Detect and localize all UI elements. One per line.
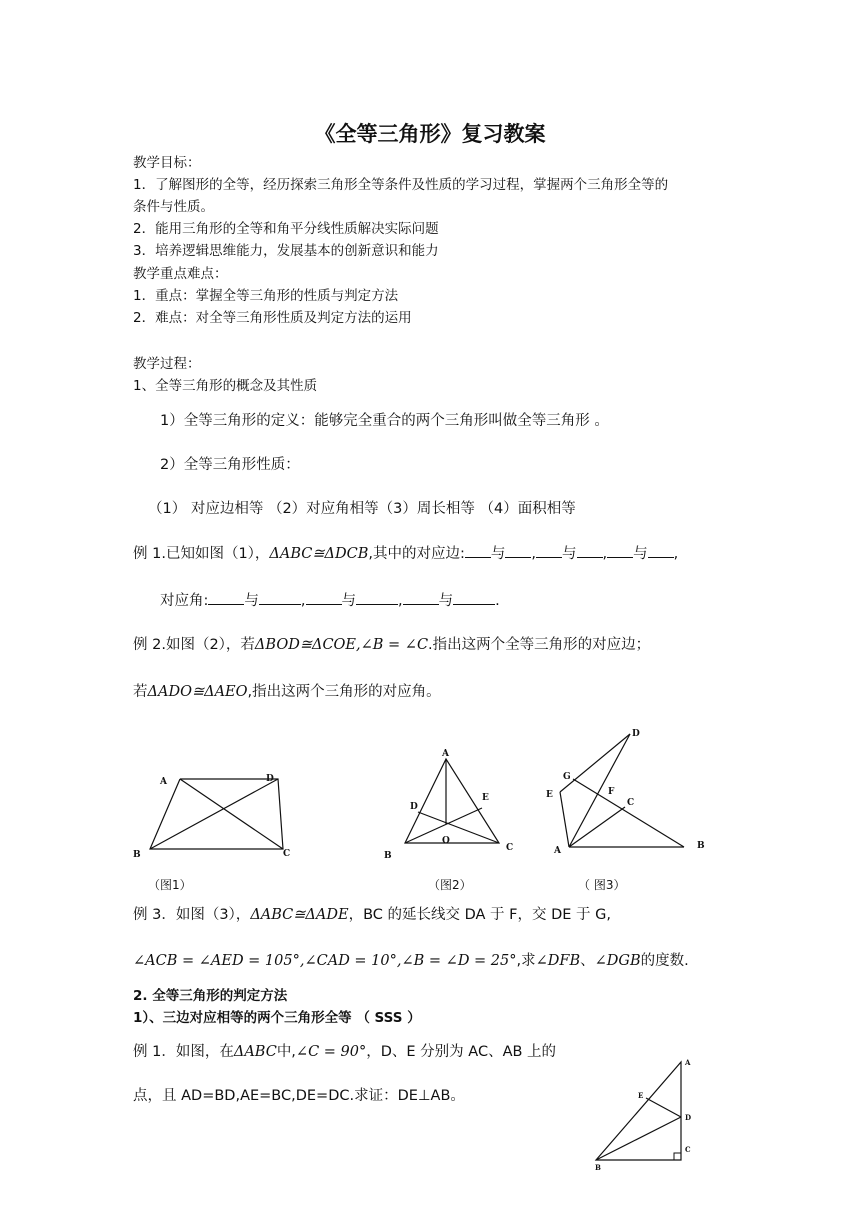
ex3-math2: ∠ACB = ∠AED = 105°,∠CAD = 10°,∠B = ∠D = 25°	[133, 953, 517, 969]
ex2-line2	[133, 683, 441, 701]
fig3-line-de	[560, 734, 630, 792]
ex1-with: 与	[438, 593, 454, 609]
ex3-tail2: 的度数.	[640, 953, 689, 969]
fig2-label-a: A	[442, 749, 449, 759]
fig3-line-ea	[560, 792, 569, 847]
s2-ex1-lead: 例 1．如图，在	[133, 1044, 234, 1060]
blank[interactable]	[648, 544, 674, 558]
blank[interactable]	[208, 591, 244, 605]
fig2-label-e: E	[482, 793, 489, 803]
fig4-right-angle-mark	[674, 1153, 681, 1160]
ex3-lead: 例 3．如图（3），	[133, 907, 251, 923]
fig4-label-e: E	[638, 1091, 644, 1100]
ex1-with: 与	[633, 546, 648, 562]
fig4-label-b: B	[595, 1163, 601, 1172]
blank[interactable]	[505, 544, 531, 558]
objective-3: 3．培养逻辑思维能力，发展基本的创新意识和能力	[133, 243, 439, 259]
ex3-line1	[133, 906, 611, 924]
key-points-heading: 教学重点难点：	[133, 266, 228, 282]
properties-title: 2）全等三角形性质：	[160, 457, 300, 473]
page-title: 《全等三角形》复习教案	[314, 122, 546, 146]
s2-ex1-line1	[133, 1043, 556, 1061]
fig4-label-c: C	[685, 1145, 691, 1154]
objective-1: 1．了解图形的全等，经历探索三角形全等条件及性质的学习过程，掌握两个三角形全等的	[133, 177, 669, 193]
objectives-heading: 教学目标：	[133, 155, 201, 171]
s2-ex1-math1: ΔABC	[233, 1044, 277, 1060]
fig1-diagonal-ac	[180, 779, 283, 849]
fig2-caption: （图2）	[428, 878, 472, 892]
section1-heading: 1、全等三角形的概念及其性质	[133, 378, 318, 394]
fig3-label-e: E	[546, 790, 553, 800]
ex1-with: 与	[490, 546, 506, 562]
figure-1	[128, 768, 328, 858]
fig2-label-d: D	[410, 802, 418, 812]
ex1-line2-label: 对应角:	[160, 593, 209, 609]
s2-ex1-mid: 中,	[276, 1044, 296, 1060]
fig1-label-c: C	[283, 849, 291, 859]
fig1-diagonal-db	[150, 779, 278, 849]
fig3-label-g: G	[563, 772, 571, 782]
section2-sub1: 1）、三边对应相等的两个三角形全等 （ SSS ）	[133, 1010, 421, 1026]
ex3-sep: 、	[580, 953, 595, 969]
fig3-line-ac	[569, 807, 625, 847]
ex3-math4: ∠DGB	[594, 953, 641, 969]
fig2-label-c: C	[506, 843, 514, 853]
fig2-label-b: B	[384, 851, 392, 861]
fig4-line-ed	[646, 1098, 681, 1117]
figure-2	[378, 746, 538, 866]
objective-1-cont: 条件与性质。	[133, 199, 214, 215]
fig3-line-bg	[573, 779, 684, 847]
s2-ex1-line2: 点，且 AD=BD,AE=BC,DE=DC.求证：DE⊥AB。	[133, 1088, 465, 1104]
ex1-with: 与	[562, 546, 577, 562]
fig1-label-d: D	[266, 774, 274, 784]
figure-3	[540, 722, 720, 862]
fig3-caption: （ 图3）	[578, 878, 626, 892]
fig3-label-d: D	[632, 729, 640, 739]
figure-4	[590, 1056, 710, 1176]
ex2-lead: 例 2.如图（2），若	[133, 637, 255, 653]
key-point-1: 1．重点：掌握全等三角形的性质与判定方法	[133, 288, 399, 304]
key-point-2: 2．难点：对全等三角形性质及判定方法的运用	[133, 310, 412, 326]
fig3-label-f: F	[608, 787, 615, 797]
ex2-tail2: ,指出这两个三角形的对应角。	[247, 684, 441, 700]
fig2-line-cd	[418, 812, 499, 843]
fig2-label-o: O	[442, 836, 450, 846]
fig3-label-c: C	[627, 798, 635, 808]
ex1-line2: 对应角: 与 , 与 , 与 .	[160, 593, 500, 609]
ex1-end: .	[495, 593, 500, 609]
blank[interactable]	[356, 591, 398, 605]
ex3-tail1: ，BC 的延长线交 DA 于 F，交 DE 于 G,	[348, 907, 612, 923]
fig4-line-bd	[596, 1117, 681, 1160]
properties-list: （1） 对应边相等 （2）对应角相等（3）周长相等 （4）面积相等	[148, 501, 576, 517]
section2-heading: 2. 全等三角形的判定方法	[133, 988, 288, 1004]
ex3-mid2: ,求	[516, 953, 536, 969]
ex1-with: 与	[244, 593, 259, 609]
ex3-math1: ΔABC≅ΔADE	[250, 907, 349, 923]
blank[interactable]	[465, 544, 491, 558]
fig1-label-a: A	[160, 777, 167, 787]
ex1-math: ΔABC≅ΔDCB	[269, 546, 369, 562]
ex2-math1: ΔBOD≅ΔCOE,∠B = ∠C	[254, 637, 429, 653]
fig3-line-ad	[569, 734, 630, 847]
blank[interactable]	[607, 544, 633, 558]
ex2-line1	[133, 636, 650, 654]
ex3-math3: ∠DFB	[535, 953, 581, 969]
objective-2: 2．能用三角形的全等和角平分线性质解决实际问题	[133, 221, 439, 237]
fig3-label-a: A	[554, 846, 561, 856]
definition: 1）全等三角形的定义：能够完全重合的两个三角形叫做全等三角形 。	[160, 413, 609, 429]
blank[interactable]	[259, 591, 301, 605]
ex3-line2	[133, 952, 689, 970]
fig4-triangle	[596, 1062, 681, 1160]
process-heading: 教学过程：	[133, 356, 201, 372]
blank[interactable]	[306, 591, 342, 605]
ex2-tail1: .指出这两个全等三角形的对应边；	[428, 637, 651, 653]
s2-ex1-math2: ∠C = 90°	[295, 1044, 367, 1060]
blank[interactable]	[577, 544, 603, 558]
fig1-caption: （图1）	[148, 878, 192, 892]
fig1-label-b: B	[133, 850, 141, 860]
s2-ex1-tail: ，D、E 分别为 AC、AB 上的	[366, 1044, 557, 1060]
ex2-lead2: 若	[133, 684, 148, 700]
blank[interactable]	[403, 591, 439, 605]
fig4-label-a: A	[685, 1058, 691, 1067]
ex1-lead: 例 1.已知如图（1），	[133, 546, 270, 562]
fig3-label-b: B	[697, 841, 705, 851]
blank[interactable]	[536, 544, 562, 558]
ex2-math2: ΔADO≅ΔAEO	[147, 684, 248, 700]
blank[interactable]	[453, 591, 495, 605]
ex1-with: 与	[341, 593, 356, 609]
fig4-label-d: D	[685, 1113, 692, 1122]
ex1-mid: ,其中的对应边:	[368, 546, 465, 562]
ex1-line1: 例 1.已知如图（1），ΔABC≅ΔDCB,其中的对应边: 与 , 与 , 与 ,	[133, 546, 679, 562]
